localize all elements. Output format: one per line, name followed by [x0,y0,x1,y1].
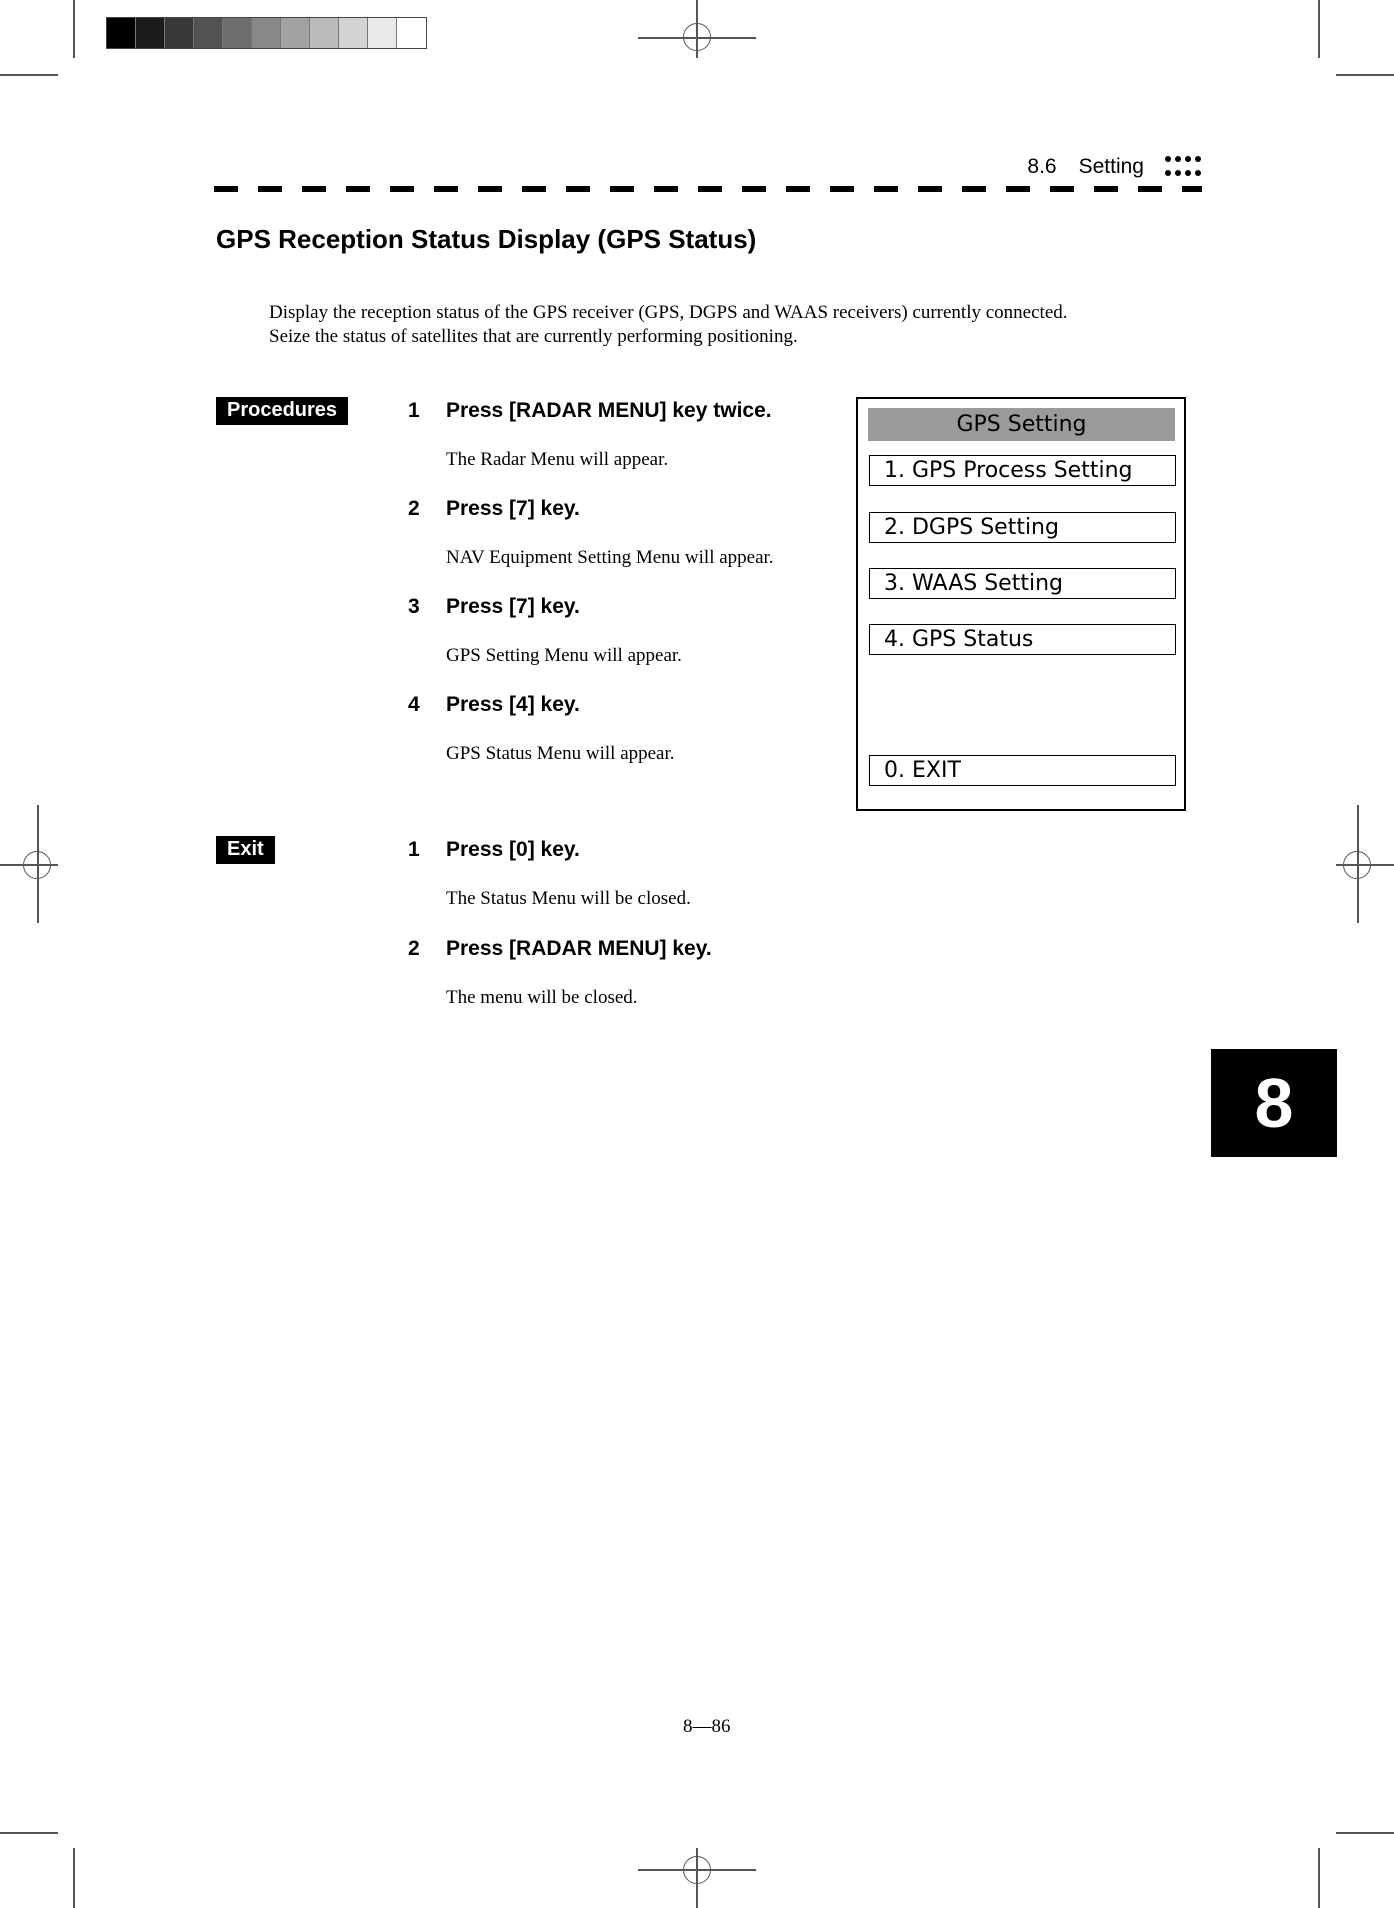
gps-menu-title: GPS Setting [868,408,1175,441]
gps-setting-menu [856,397,1186,811]
procedure-step-description: GPS Setting Menu will appear. [446,645,682,666]
procedure-step-description: The Radar Menu will appear. [446,449,669,470]
intro-line-2: Seize the status of satellites that are currently performing positioning. [269,326,798,347]
page-number: 8—86 [683,1716,731,1737]
exit-step-number: 1 [408,838,420,861]
menu-item-dgps-setting[interactable]: 2. DGPS Setting [869,512,1176,543]
menu-item-exit[interactable]: 0. EXIT [869,755,1176,786]
dot-grid-icon [1165,154,1203,180]
procedure-step-description: GPS Status Menu will appear. [446,743,675,764]
menu-item-gps-process-setting[interactable]: 1. GPS Process Setting [869,455,1176,486]
exit-step-heading: Press [0] key. [446,838,580,861]
exit-step-description: The menu will be closed. [446,987,638,1008]
print-grayscale-bar [106,17,427,49]
procedure-step-heading: Press [7] key. [446,497,580,520]
procedure-step-number: 1 [408,399,420,422]
procedure-step-number: 2 [408,497,420,520]
menu-item-gps-status[interactable]: 4. GPS Status [869,624,1176,655]
running-head [1027,155,1144,179]
exit-step-description: The Status Menu will be closed. [446,888,691,909]
chapter-tab: 8 [1211,1049,1337,1157]
menu-item-waas-setting[interactable]: 3. WAAS Setting [869,568,1176,599]
exit-step-heading: Press [RADAR MENU] key. [446,937,712,960]
procedure-step-number: 4 [408,693,420,716]
procedure-step-heading: Press [4] key. [446,693,580,716]
page-title: GPS Reception Status Display (GPS Status) [216,224,757,254]
dashed-rule [214,186,1202,192]
intro-line-1: Display the reception status of the GPS receiver (GPS, DGPS and WAAS receivers) currently connected. [269,302,1068,323]
exit-label: Exit [216,836,275,864]
procedure-step-description: NAV Equipment Setting Menu will appear. [446,547,774,568]
section-name: Setting [1078,155,1144,178]
exit-step-number: 2 [408,937,420,960]
procedure-step-heading: Press [RADAR MENU] key twice. [446,399,772,422]
procedures-label: Procedures [216,397,348,425]
procedure-step-number: 3 [408,595,420,618]
procedure-step-heading: Press [7] key. [446,595,580,618]
section-number: 8.6 [1027,155,1057,178]
